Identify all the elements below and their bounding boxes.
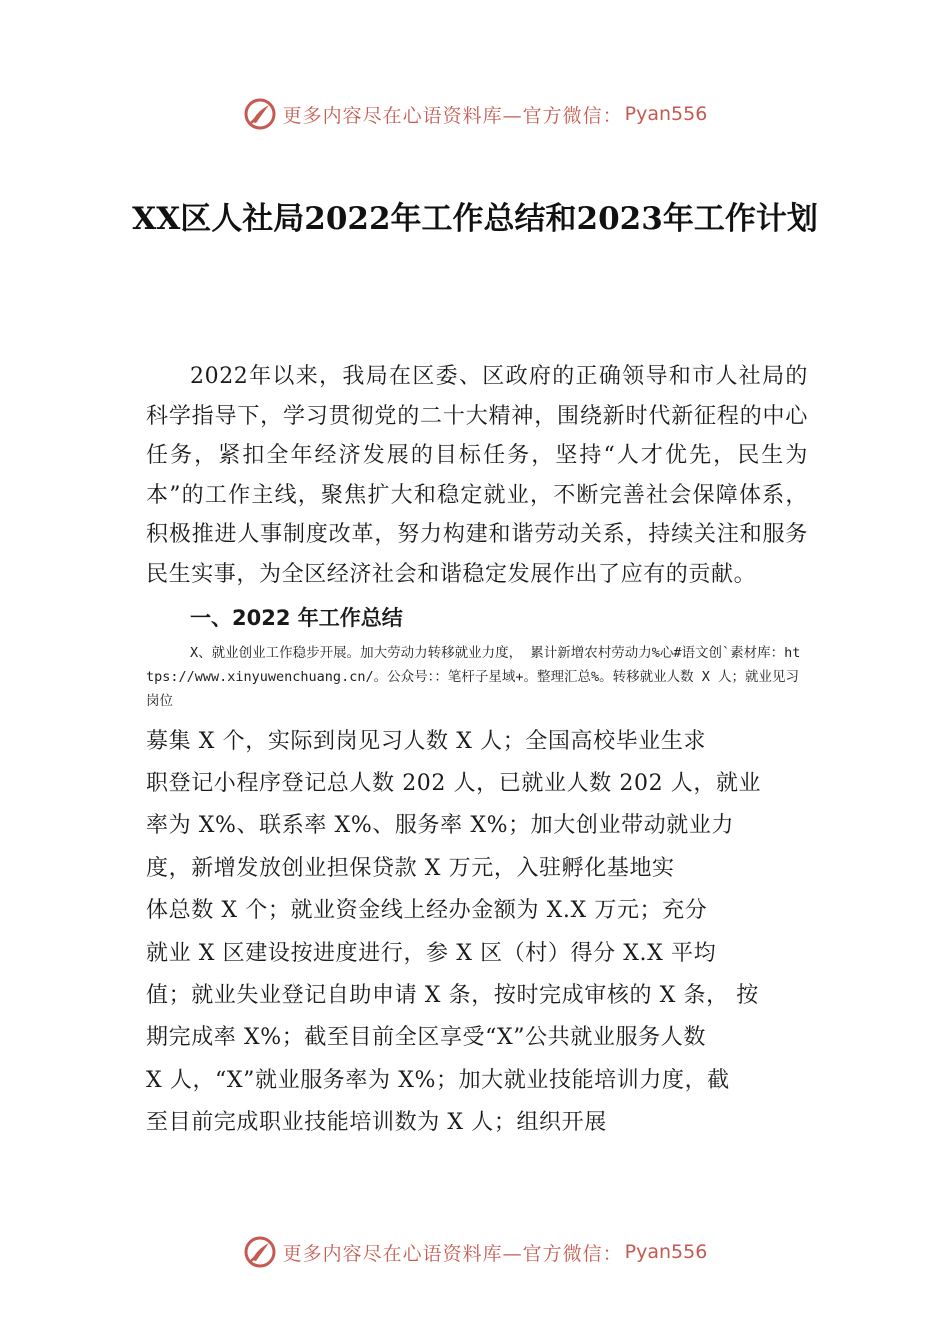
section-text [146, 721, 808, 1145]
banner-wechat-id: Pyan556 [624, 103, 708, 125]
brush-logo-icon [243, 97, 277, 131]
text-line: 职登记小程序登记总人数 202 人，已就业人数 202 人，就业 [146, 770, 762, 796]
text-line: 至目前完成职业技能培训数为 X 人；组织开展 [146, 1110, 607, 1136]
banner-wechat-id: Pyan556 [624, 1241, 708, 1263]
section-note: X、就业创业工作稳步开展。加大劳动力转移就业力度， 累计新增农村劳动力%心#语文创`素材库：https://www.xinyuwenchuang.cn/。公众号：：笔杆子星域+。整理汇总%。转移就业人数 X 人；就业见习岗位 [146, 644, 801, 709]
text-line: 度，新增发放创业担保贷款 X 万元，入驻孵化基地实 [146, 855, 675, 881]
intro-paragraph: 2022年以来，我局在区委、区政府的正确领导和市人社局的科学指导下，学习贯彻党的二十大精神，围绕新时代新征程的中心任务，紧扣全年经济发展的目标任务，坚持“人才优先，民生为本”的工作主线，聚焦扩大和稳定就业，不断完善社会保障体系，积极推进人事制度改革，努力构建和谐劳动关系，持续关注和服务民生实事，为全区经济社会和谐稳定发展作出了应有的贡献。 [146, 364, 808, 587]
banner-text: 更多内容尽在心语资料库—官方微信： [282, 104, 623, 127]
text-line: 值；就业失业登记自助申请 X 条，按时完成审核的 X 条， 按 [146, 983, 759, 1008]
banner-text: 更多内容尽在心语资料库—官方微信： [282, 1242, 623, 1265]
brush-logo-icon [243, 1235, 277, 1269]
footer-banner [0, 1232, 950, 1272]
text-line: 就业 X 区建设按进度进行，参 X 区（村）得分 X.X 平均 [146, 940, 717, 966]
header-banner [0, 94, 950, 134]
text-line: 体总数 X 个；就业资金线上经办金额为 X.X 万元；充分 [146, 898, 708, 924]
text-line: 募集 X 个，实际到岗见习人数 X 人；全国高校毕业生求 [146, 728, 707, 754]
document-title: XX区人社局2022年工作总结和2023年工作计划 [132, 201, 818, 237]
text-line: X 人，“X”就业服务率为 X%；加大就业技能培训力度，截 [146, 1067, 730, 1093]
text-line: 率为 X%、联系率 X%、服务率 X%；加大创业带动就业力 [146, 813, 735, 839]
text-line: 期完成率 X%；截至目前全区享受“X”公共就业服务人数 [146, 1025, 706, 1051]
document-body [146, 357, 808, 1145]
section-heading: 一、2022 年工作总结 [190, 605, 403, 630]
